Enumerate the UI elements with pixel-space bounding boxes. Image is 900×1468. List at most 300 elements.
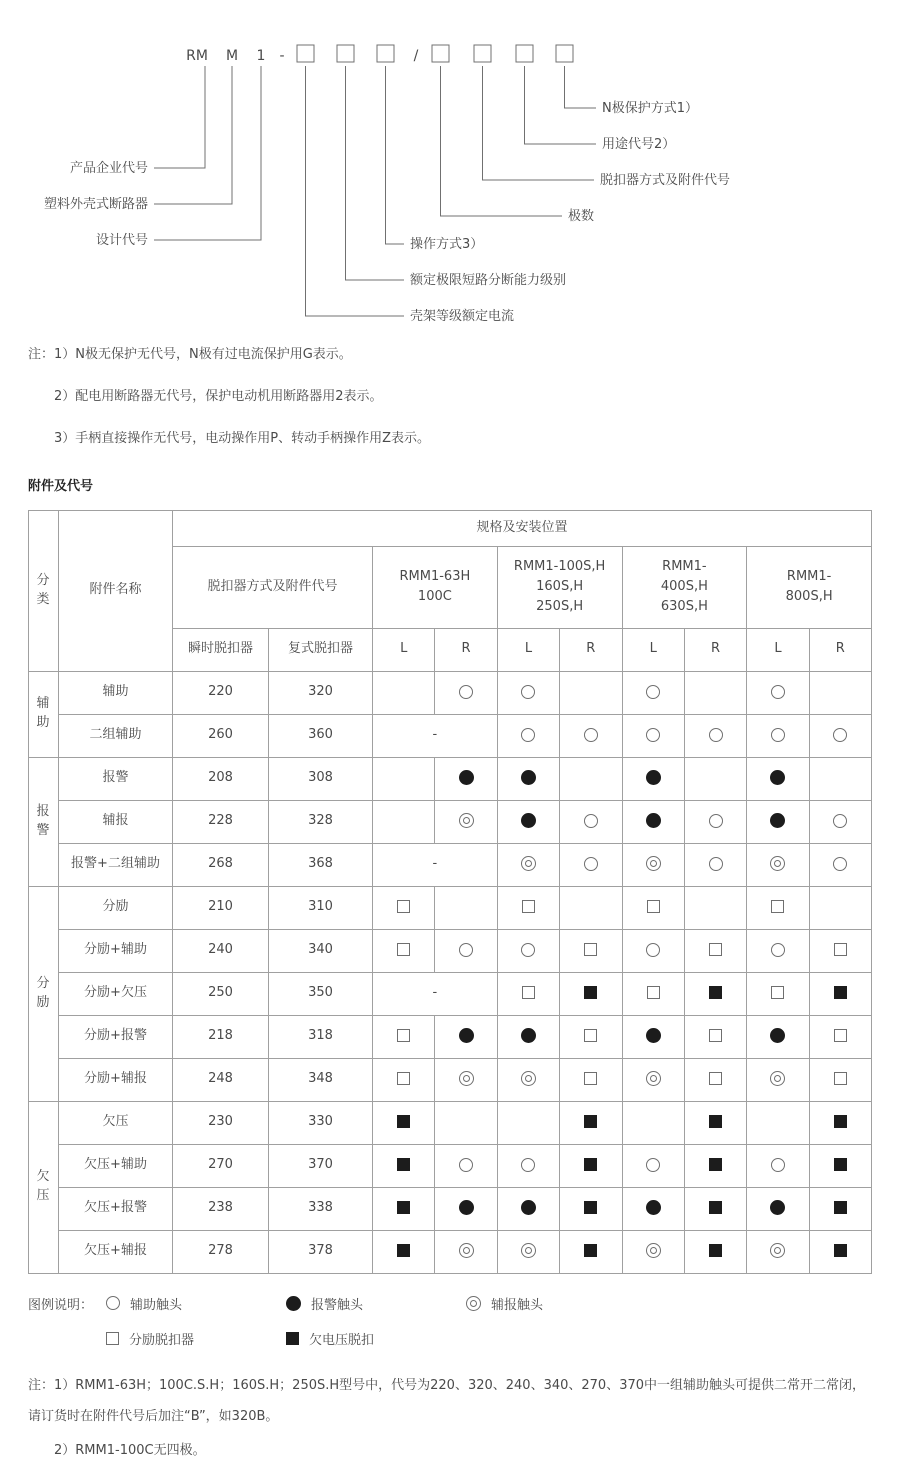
accessory-name: 分励 (59, 886, 173, 929)
table-row (29, 1015, 872, 1058)
table-row (29, 757, 872, 800)
connector-line (441, 66, 563, 216)
code-cell: 350 (269, 972, 373, 1015)
position-cell (809, 1058, 871, 1101)
subheader-cell: L (373, 628, 435, 671)
position-cell (497, 1058, 559, 1101)
designation-box (556, 45, 573, 62)
position-cell (373, 1230, 435, 1273)
connector-line (483, 66, 595, 180)
designation-box (377, 45, 394, 62)
section-title: 附件及代号 (28, 478, 94, 494)
aux-alarm-contact-icon (466, 1296, 481, 1311)
code-cell: 248 (173, 1058, 269, 1101)
position-cell (497, 972, 559, 1015)
alarm-contact-icon (286, 1296, 301, 1311)
aux-symbol-icon (521, 1158, 535, 1172)
table-row (29, 671, 872, 714)
code-cell: 238 (173, 1187, 269, 1230)
position-cell (622, 929, 684, 972)
top-note: 3）手柄直接操作无代号，电动操作用P、转动手柄操作用Z表示。 (54, 431, 431, 447)
position-cell (622, 886, 684, 929)
accessory-name: 分励+辅助 (59, 929, 173, 972)
position-cell (684, 1058, 746, 1101)
position-cell (622, 800, 684, 843)
subheader-cell: R (560, 628, 622, 671)
auxrep-symbol-icon (459, 1071, 474, 1086)
designation-label: 壳架等级额定电流 (410, 309, 515, 324)
position-cell (560, 1144, 622, 1187)
position-cell (684, 1015, 746, 1058)
aux-symbol-icon (771, 685, 785, 699)
alarm-symbol-icon (459, 1028, 474, 1043)
uv-symbol-icon (709, 1201, 722, 1214)
code-cell: 330 (269, 1101, 373, 1144)
legend-item (286, 1294, 466, 1313)
connector-line (386, 66, 405, 244)
uv-symbol-icon (584, 986, 597, 999)
position-cell (622, 843, 684, 886)
uv-symbol-icon (584, 1158, 597, 1171)
uv-symbol-icon (834, 1244, 847, 1257)
position-cell (747, 1230, 809, 1273)
alarm-symbol-icon (770, 1200, 785, 1215)
table-row (29, 929, 872, 972)
position-cell (560, 671, 622, 714)
shunt-symbol-icon (834, 943, 847, 956)
shunt-release-icon (106, 1332, 119, 1345)
uv-symbol-icon (397, 1158, 410, 1171)
position-cell (497, 886, 559, 929)
position-cell (684, 671, 746, 714)
position-cell (497, 1187, 559, 1230)
designation-box (297, 45, 314, 62)
accessory-name: 报警 (59, 757, 173, 800)
uv-symbol-icon (397, 1115, 410, 1128)
bottom-notes (28, 1370, 872, 1468)
shunt-symbol-icon (584, 1029, 597, 1042)
alarm-symbol-icon (770, 813, 785, 828)
alarm-symbol-icon (646, 770, 661, 785)
position-cell (560, 800, 622, 843)
legend-item (106, 1294, 286, 1313)
accessory-name: 欠压+辅报 (59, 1230, 173, 1273)
aux-symbol-icon (833, 728, 847, 742)
position-cell (497, 714, 559, 757)
spec-position-header: 规格及安装位置 (173, 510, 872, 546)
accessory-name: 二组辅助 (59, 714, 173, 757)
aux-symbol-icon (459, 1158, 473, 1172)
alarm-symbol-icon (521, 1028, 536, 1043)
position-cell: - (373, 843, 498, 886)
code-cell: 260 (173, 714, 269, 757)
position-cell (809, 886, 871, 929)
position-cell (560, 757, 622, 800)
shunt-symbol-icon (522, 986, 535, 999)
designation-label: 极数 (568, 209, 595, 224)
position-cell (435, 886, 497, 929)
aux-symbol-icon (709, 728, 723, 742)
table-row (29, 1187, 872, 1230)
auxrep-symbol-icon (521, 1243, 536, 1258)
code-cell: 378 (269, 1230, 373, 1273)
auxrep-symbol-icon (770, 1071, 785, 1086)
auxrep-symbol-icon (459, 813, 474, 828)
table-row (29, 843, 872, 886)
alarm-symbol-icon (646, 1200, 661, 1215)
code-cell: 210 (173, 886, 269, 929)
code-cell: 228 (173, 800, 269, 843)
alarm-symbol-icon (646, 1028, 661, 1043)
position-cell (622, 1187, 684, 1230)
auxrep-symbol-icon (646, 856, 661, 871)
position-cell (622, 1015, 684, 1058)
position-cell (622, 1058, 684, 1101)
legend-label: 欠电压脱扣 (309, 1332, 375, 1348)
model-designation-diagram (0, 8, 900, 336)
position-cell (373, 1101, 435, 1144)
position-cell (747, 757, 809, 800)
code-cell: 360 (269, 714, 373, 757)
position-cell (747, 1101, 809, 1144)
position-cell (560, 1230, 622, 1273)
uv-symbol-icon (584, 1201, 597, 1214)
subheader-cell: L (622, 628, 684, 671)
legend-item (466, 1294, 646, 1313)
position-cell (684, 1230, 746, 1273)
subheader-cell: R (809, 628, 871, 671)
designation-box (337, 45, 354, 62)
position-cell: - (373, 972, 498, 1015)
auxrep-symbol-icon (521, 1071, 536, 1086)
aux-symbol-icon (833, 814, 847, 828)
position-cell (809, 1187, 871, 1230)
position-cell (373, 757, 435, 800)
position-cell (435, 757, 497, 800)
aux-symbol-icon (459, 685, 473, 699)
position-cell (497, 843, 559, 886)
shunt-symbol-icon (397, 900, 410, 913)
alarm-symbol-icon (459, 1200, 474, 1215)
accessory-name: 欠压 (59, 1101, 173, 1144)
table-row (29, 1058, 872, 1101)
position-cell (809, 757, 871, 800)
position-cell (747, 972, 809, 1015)
accessory-name: 分励+欠压 (59, 972, 173, 1015)
uv-symbol-icon (397, 1244, 410, 1257)
shunt-symbol-icon (584, 943, 597, 956)
shunt-symbol-icon (771, 986, 784, 999)
auxrep-symbol-icon (646, 1243, 661, 1258)
aux-symbol-icon (584, 857, 598, 871)
code-cell: 240 (173, 929, 269, 972)
position-cell (809, 671, 871, 714)
accessory-name: 辅报 (59, 800, 173, 843)
position-cell (622, 1101, 684, 1144)
position-cell (560, 843, 622, 886)
position-cell (684, 714, 746, 757)
connector-line (565, 66, 597, 108)
position-cell (622, 757, 684, 800)
shunt-symbol-icon (834, 1029, 847, 1042)
shunt-symbol-icon (397, 1072, 410, 1085)
aux-symbol-icon (646, 728, 660, 742)
aux-symbol-icon (771, 728, 785, 742)
position-cell (809, 1144, 871, 1187)
code-cell: 220 (173, 671, 269, 714)
uv-symbol-icon (709, 1158, 722, 1171)
model-header: RMM1- 400S,H 630S,H (622, 546, 747, 628)
subheader-cell: L (747, 628, 809, 671)
code-cell: 370 (269, 1144, 373, 1187)
position-cell (435, 1015, 497, 1058)
auxrep-symbol-icon (770, 1243, 785, 1258)
aux-symbol-icon (584, 728, 598, 742)
uv-symbol-icon (584, 1115, 597, 1128)
shunt-symbol-icon (834, 1072, 847, 1085)
position-cell (373, 800, 435, 843)
top-note: 注：1）N极无保护无代号，N极有过电流保护用G表示。 (28, 347, 352, 362)
position-cell (373, 671, 435, 714)
category-cell: 辅助 (29, 671, 59, 757)
position-cell (497, 1015, 559, 1058)
table-row (29, 972, 872, 1015)
code-cell: 218 (173, 1015, 269, 1058)
alarm-symbol-icon (521, 1200, 536, 1215)
position-cell (373, 1058, 435, 1101)
model-slash: / (413, 48, 419, 64)
position-cell (747, 800, 809, 843)
position-cell (560, 972, 622, 1015)
position-cell (684, 972, 746, 1015)
aux-contact-icon (106, 1296, 120, 1310)
connector-line (346, 66, 405, 280)
category-cell: 欠压 (29, 1101, 59, 1273)
shunt-symbol-icon (584, 1072, 597, 1085)
designation-box (432, 45, 449, 62)
designation-label: 塑料外壳式断路器 (43, 197, 148, 212)
code-cell: 318 (269, 1015, 373, 1058)
connector-line (154, 66, 205, 168)
alarm-symbol-icon (646, 813, 661, 828)
position-cell (622, 714, 684, 757)
auxrep-symbol-icon (646, 1071, 661, 1086)
position-cell (497, 1230, 559, 1273)
position-cell (435, 1187, 497, 1230)
accessory-table (28, 510, 872, 1274)
code-cell: 310 (269, 886, 373, 929)
connector-line (306, 66, 405, 316)
legend-label: 辅助触头 (130, 1297, 183, 1313)
aux-symbol-icon (646, 685, 660, 699)
legend (28, 1294, 872, 1348)
shunt-symbol-icon (397, 1029, 410, 1042)
position-cell (560, 1058, 622, 1101)
position-cell (747, 1015, 809, 1058)
aux-symbol-icon (521, 943, 535, 957)
alarm-symbol-icon (521, 813, 536, 828)
position-cell (747, 1144, 809, 1187)
aux-symbol-icon (833, 857, 847, 871)
position-cell (622, 1230, 684, 1273)
position-cell (497, 757, 559, 800)
connector-line (154, 66, 232, 204)
model-header: RMM1-63H 100C (373, 546, 498, 628)
model-header: RMM1-100S,H 160S,H 250S,H (497, 546, 622, 628)
shunt-symbol-icon (647, 986, 660, 999)
aux-symbol-icon (771, 1158, 785, 1172)
shunt-symbol-icon (522, 900, 535, 913)
uv-symbol-icon (834, 1158, 847, 1171)
uv-symbol-icon (397, 1201, 410, 1214)
position-cell (435, 671, 497, 714)
shunt-symbol-icon (709, 943, 722, 956)
aux-symbol-icon (646, 1158, 660, 1172)
code-cell: 308 (269, 757, 373, 800)
position-cell (560, 1015, 622, 1058)
designation-label: 额定极限短路分断能力级别 (410, 273, 567, 288)
table-row (29, 886, 872, 929)
position-cell (373, 929, 435, 972)
alarm-symbol-icon (459, 770, 474, 785)
subheader-cell: L (497, 628, 559, 671)
position-cell (435, 1101, 497, 1144)
subheader-cell: R (684, 628, 746, 671)
bottom-note: 2）RMM1-100C无四极。 (54, 1443, 206, 1459)
position-cell (684, 929, 746, 972)
position-cell (497, 671, 559, 714)
accessory-name: 欠压+报警 (59, 1187, 173, 1230)
position-cell (497, 1144, 559, 1187)
aux-symbol-icon (521, 728, 535, 742)
position-cell (684, 757, 746, 800)
shunt-symbol-icon (647, 900, 660, 913)
table-row (29, 1101, 872, 1144)
category-cell: 报警 (29, 757, 59, 886)
model-header: RMM1- 800S,H (747, 546, 872, 628)
code-cell: 230 (173, 1101, 269, 1144)
aux-symbol-icon (771, 943, 785, 957)
position-cell (684, 1101, 746, 1144)
subheader-cell: R (435, 628, 497, 671)
legend-label: 辅报触头 (491, 1297, 544, 1313)
legend-item (106, 1329, 286, 1348)
top-note: 2）配电用断路器无代号，保护电动机用断路器用2表示。 (54, 389, 383, 405)
aux-symbol-icon (521, 685, 535, 699)
position-cell (622, 671, 684, 714)
bottom-note: 注：1）RMM1-63H；100C.S.H；160S.H；250S.H型号中，代号为220、320、240、340、270、370中一组辅助触头可提供二常开二常闭，请订货时在附件代号后加注“B”，如320B。 (28, 1377, 866, 1425)
code-cell: 250 (173, 972, 269, 1015)
position-cell (560, 886, 622, 929)
uv-symbol-icon (709, 986, 722, 999)
position-cell (435, 1230, 497, 1273)
position-cell (747, 714, 809, 757)
aux-symbol-icon (709, 814, 723, 828)
uv-symbol-icon (834, 1201, 847, 1214)
shunt-symbol-icon (709, 1029, 722, 1042)
position-cell (373, 1015, 435, 1058)
position-cell (622, 972, 684, 1015)
accessory-name: 欠压+辅助 (59, 1144, 173, 1187)
auxrep-symbol-icon (521, 856, 536, 871)
position-cell (497, 800, 559, 843)
position-cell (747, 886, 809, 929)
shunt-symbol-icon (709, 1072, 722, 1085)
position-cell (747, 1058, 809, 1101)
code-cell: 368 (269, 843, 373, 886)
position-cell (747, 843, 809, 886)
model-prefix: M (225, 48, 239, 64)
subheader-cell: 复式脱扣器 (269, 628, 373, 671)
position-cell (809, 1230, 871, 1273)
accessory-name: 报警+二组辅助 (59, 843, 173, 886)
uv-symbol-icon (834, 1115, 847, 1128)
position-cell (684, 1144, 746, 1187)
model-prefix: RM (186, 48, 208, 64)
accessory-name: 分励+辅报 (59, 1058, 173, 1101)
table-row (29, 800, 872, 843)
alarm-symbol-icon (770, 1028, 785, 1043)
designation-label: 用途代号2） (602, 137, 676, 152)
subheader-cell: 瞬时脱扣器 (173, 628, 269, 671)
position-cell (373, 1144, 435, 1187)
position-cell (747, 671, 809, 714)
position-cell (497, 1101, 559, 1144)
code-cell: 208 (173, 757, 269, 800)
category-header: 分类 (29, 510, 59, 671)
position-cell: - (373, 714, 498, 757)
legend-title: 图例说明： (28, 1297, 94, 1313)
position-cell (747, 929, 809, 972)
legend-label: 报警触头 (311, 1297, 364, 1313)
position-cell (809, 714, 871, 757)
alarm-symbol-icon (521, 770, 536, 785)
accessory-table-body (29, 671, 872, 1273)
position-cell (809, 929, 871, 972)
aux-symbol-icon (584, 814, 598, 828)
position-cell (560, 1101, 622, 1144)
undervoltage-release-icon (286, 1332, 299, 1345)
accessory-name: 辅助 (59, 671, 173, 714)
position-cell (684, 843, 746, 886)
position-cell (809, 1101, 871, 1144)
position-cell (560, 929, 622, 972)
auxrep-symbol-icon (770, 856, 785, 871)
shunt-symbol-icon (397, 943, 410, 956)
designation-box (516, 45, 533, 62)
code-cell: 328 (269, 800, 373, 843)
connector-line (525, 66, 597, 144)
auxrep-symbol-icon (459, 1243, 474, 1258)
designation-label: 脱扣器方式及附件代号 (600, 173, 731, 188)
legend-item (286, 1329, 466, 1348)
designation-label: 操作方式3） (410, 237, 484, 252)
accessory-name-header: 附件名称 (59, 510, 173, 671)
position-cell (684, 800, 746, 843)
position-cell (809, 1015, 871, 1058)
aux-symbol-icon (646, 943, 660, 957)
model-prefix: - (279, 48, 285, 64)
position-cell (684, 886, 746, 929)
accessory-name: 分励+报警 (59, 1015, 173, 1058)
position-cell (435, 929, 497, 972)
position-cell (684, 1187, 746, 1230)
code-cell: 278 (173, 1230, 269, 1273)
table-row (29, 714, 872, 757)
position-cell (622, 1144, 684, 1187)
position-cell (560, 714, 622, 757)
aux-symbol-icon (459, 943, 473, 957)
